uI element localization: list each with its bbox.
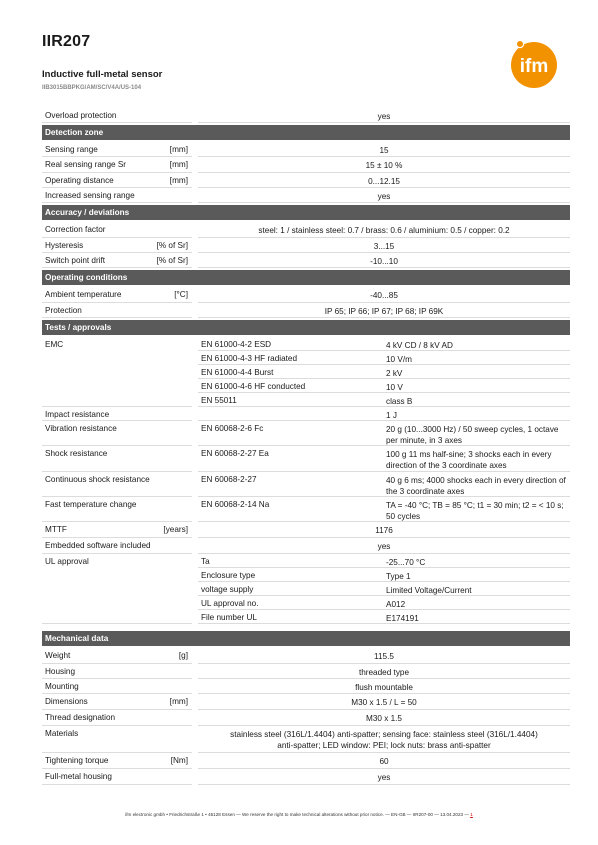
row-hysteresis: Hysteresis [% of Sr] 3...15 [42,238,570,253]
product-title: IIR207 [42,33,91,50]
row-thread-designation: Thread designation M30 x 1.5 [42,710,570,726]
row-real-sensing-range: Real sensing range Sr [mm] 15 ± 10 % [42,157,570,173]
page-number-link[interactable]: 1 [470,812,473,817]
section-tests-approvals: Tests / approvals [42,320,570,335]
row-fast-temperature-change: Fast temperature change EN 60068-2-14 Na TA = -40 °C; TB = 85 °C; t1 = 30 min; t2 = < 10 s; 50 cycles [42,497,570,522]
row-sensing-range: Sensing range [mm] 15 [42,142,570,157]
svg-text:ifm: ifm [519,56,549,77]
footer-text: ifm electronic gmbh • Friedrichstraße 1 • 45128 Essen — We reserve the right to make technical alterations without prior notice. — EN-GB — IIR207-00 — 13.04.2023 — [125,812,469,817]
label: Overload protection [45,111,117,120]
row-tightening-torque: Tightening torque [Nm] 60 [42,753,570,769]
row-housing: Housing threaded type [42,664,570,679]
product-subtitle: Inductive full-metal sensor [42,69,163,80]
section-detection-zone: Detection zone [42,125,570,140]
row-weight: Weight [g] 115.5 [42,648,570,664]
product-code: IIB3015BBPKG/AM/SC/V4A/US-104 [42,85,142,91]
row-increased-sensing-range: Increased sensing range yes [42,188,570,203]
section-accuracy: Accuracy / deviations [42,205,570,220]
row-mounting: Mounting flush mountable [42,679,570,694]
page-footer [0,812,598,817]
row-protection: Protection IP 65; IP 66; IP 67; IP 68; IP 69K [42,303,570,318]
row-impact-resistance: Impact resistance 1 J [42,407,570,421]
ifm-logo [510,37,558,89]
row-vibration-resistance: Vibration resistance EN 60068-2-6 Fc 20 g (10...3000 Hz) / 50 sweep cycles, 1 octave per minute, in 3 axes [42,421,570,446]
row-mttf: MTTF [years] 1176 [42,522,570,538]
row-correction-factor: Correction factor steel: 1 / stainless steel: 0.7 / brass: 0.6 / aluminium: 0.5 / copper: 0.2 [42,222,570,238]
row-switch-point-drift: Switch point drift [% of Sr] -10...10 [42,253,570,268]
row-dimensions: Dimensions [mm] M30 x 1.5 / L = 50 [42,694,570,710]
row-full-metal-housing: Full-metal housing yes [42,769,570,785]
row-continuous-shock-resistance: Continuous shock resistance EN 60068-2-27 40 g 6 ms; 4000 shocks each in every direction of the 3 coordinate axes [42,472,570,497]
row-ambient-temperature: Ambient temperature [°C] -40...85 [42,287,570,303]
row-materials: Materials stainless steel (316L/1.4404) anti-spatter; sensing face: stainless steel (316L/1.4404) anti-spatter; LED window: PEI; lock nuts: brass anti-spatter [42,726,570,753]
row-overload-protection [42,108,570,123]
section-operating-conditions: Operating conditions [42,270,570,285]
row-operating-distance: Operating distance [mm] 0...12.15 [42,173,570,188]
row-shock-resistance: Shock resistance EN 60068-2-27 Ea 100 g 11 ms half-sine; 3 shocks each in every direction of the 3 coordinate axes [42,446,570,472]
row-ul-approval: UL approval Ta -25...70 °C Enclosure type Type 1 voltage supply Limited Voltage/Current UL approval no. A012 File number UL E174191 [42,554,570,624]
row-embedded-software: Embedded software included yes [42,538,570,554]
value: yes [377,112,391,121]
data-sheet-table [42,108,570,785]
row-emc: EMC EN 61000-4-2 ESD 4 kV CD / 8 kV AD EN 61000-4-3 HF radiated 10 V/m EN 61000-4-4 Burst 2 kV EN 61000-4-6 HF conducted 10 V EN 55011 class B [42,337,570,407]
section-mechanical-data: Mechanical data [42,631,570,646]
